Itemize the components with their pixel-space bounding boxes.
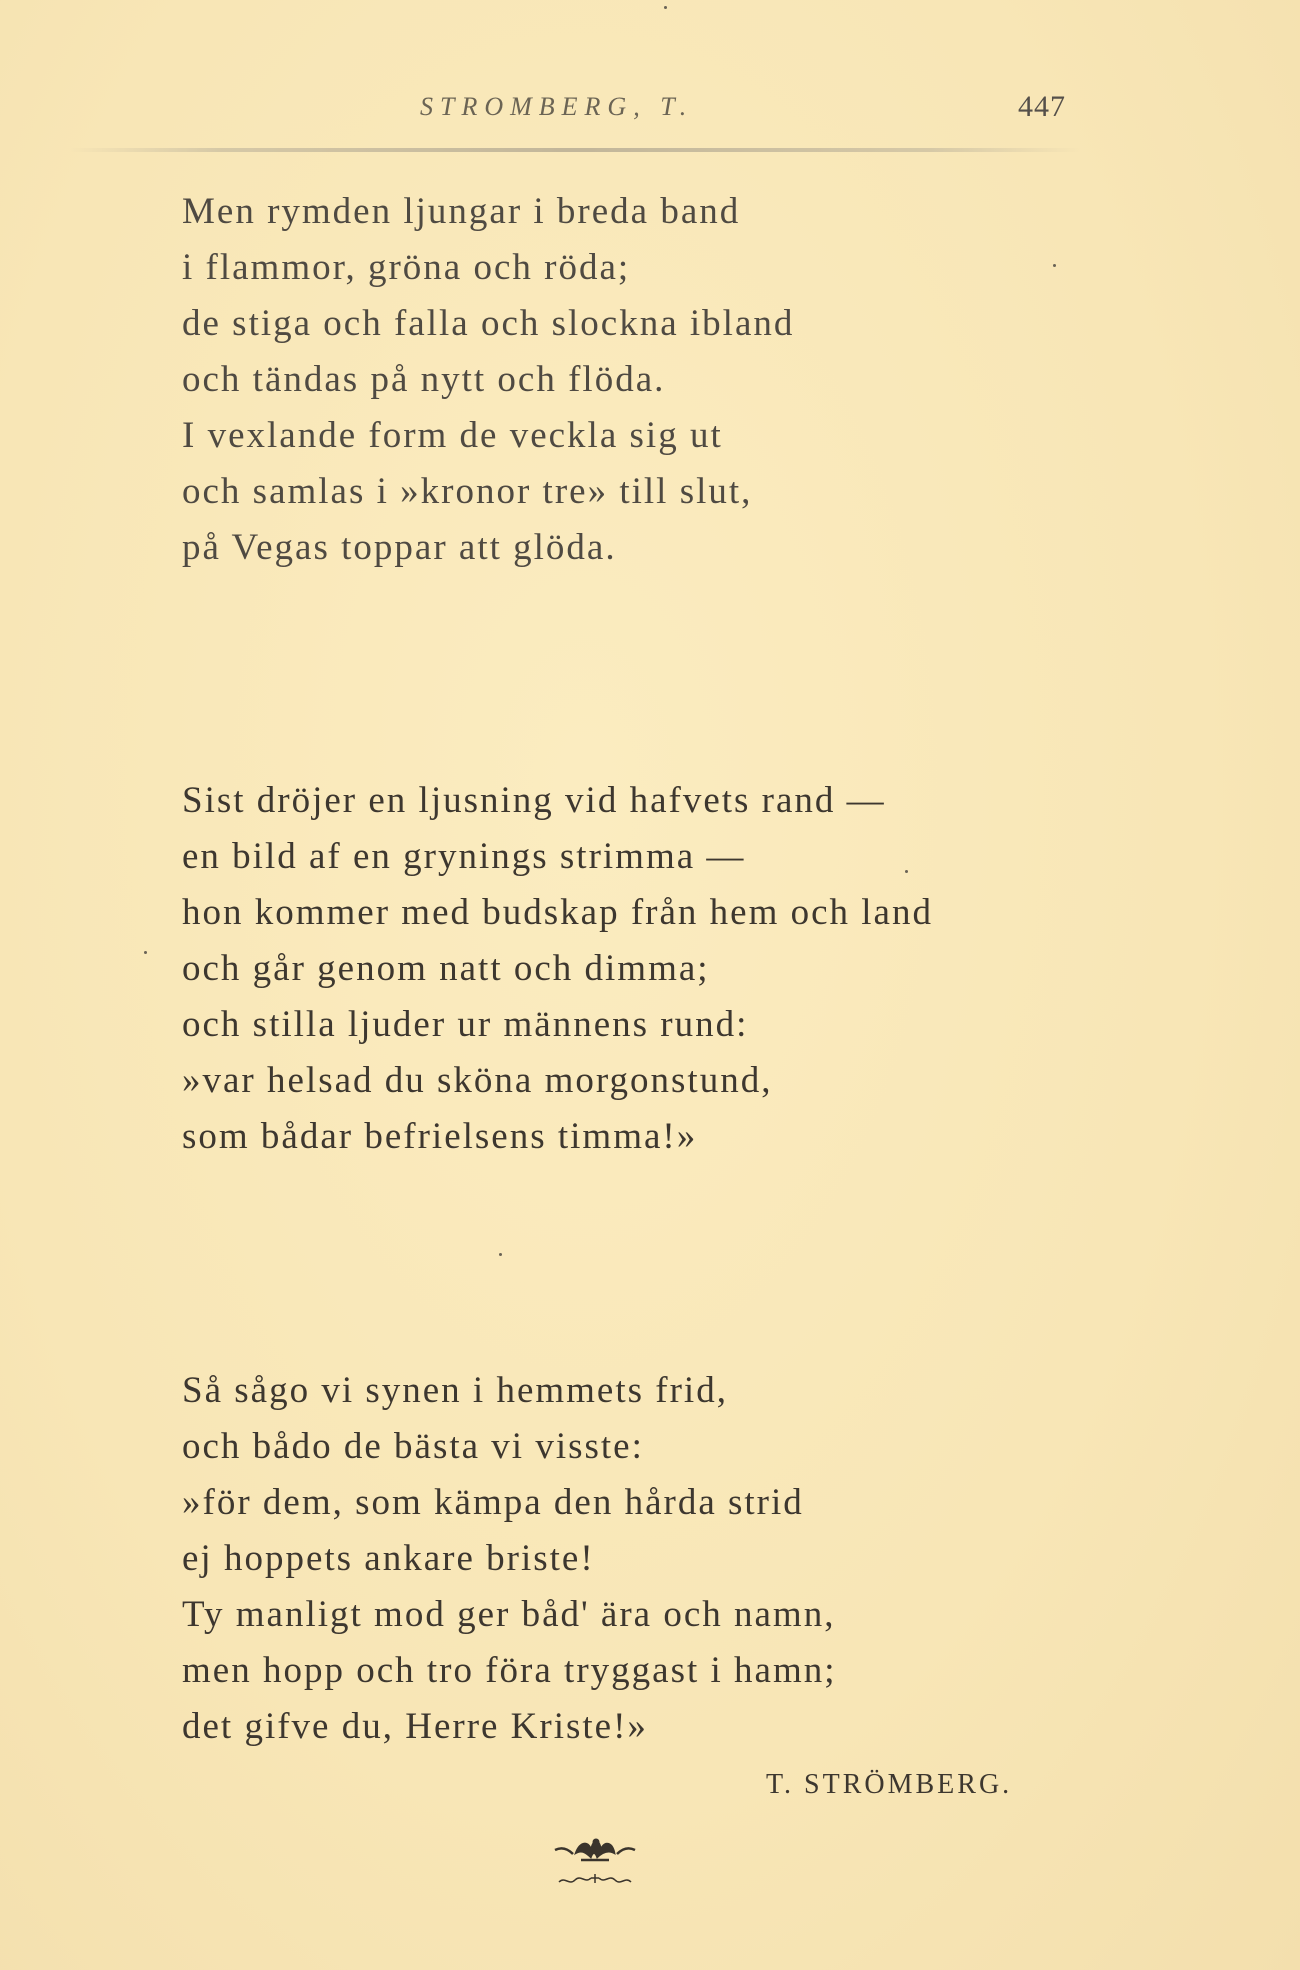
poem-line: på Vegas toppar att glöda. — [182, 527, 617, 568]
page-speck — [905, 870, 908, 873]
poem-line: Men rymden ljungar i breda band — [182, 191, 741, 232]
page-speck — [1053, 264, 1056, 267]
poem-line: och går genom natt och dimma; — [182, 948, 710, 989]
poem-line: Så sågo vi synen i hemmets frid, — [182, 1370, 728, 1411]
poem-line: hon kommer med budskap från hem och land — [182, 892, 933, 933]
poem-line: de stiga och falla och slockna ibland — [182, 303, 795, 344]
header-rule — [70, 148, 1080, 152]
stanza-2 — [182, 773, 933, 1165]
stanza-3 — [182, 1363, 837, 1755]
stanza-1 — [182, 184, 794, 576]
poem-line: I vexlande form de veckla sig ut — [182, 415, 723, 456]
page-speck — [499, 1253, 502, 1256]
poem-line: och tändas på nytt och flöda. — [182, 359, 666, 400]
poem-line: Sist dröjer en ljusning vid hafvets rand — — [182, 780, 886, 821]
poem-line: som bådar befrielsens timma!» — [182, 1116, 698, 1157]
poem-line: men hopp och tro föra tryggast i hamn; — [182, 1650, 837, 1691]
poem-line: och samlas i »kronor tre» till slut, — [182, 471, 753, 512]
poem-line: »för dem, som kämpa den hårda strid — [182, 1482, 804, 1523]
poem-line: en bild af en grynings strimma — — [182, 836, 746, 877]
page-speck — [144, 951, 147, 954]
page-speck — [664, 6, 667, 9]
floral-tailpiece-icon — [535, 1820, 655, 1890]
poem-line: och stilla ljuder ur männens rund: — [182, 1004, 749, 1045]
page-number: 447 — [1018, 90, 1066, 123]
poem-line: i flammor, gröna och röda; — [182, 247, 631, 288]
running-head: STROMBERG, T. — [420, 92, 694, 121]
poem-line: ej hoppets ankare briste! — [182, 1538, 595, 1579]
author-signature: T. STRÖMBERG. — [766, 1769, 1013, 1800]
poem-line: och bådo de bästa vi visste: — [182, 1426, 644, 1467]
poem-line: Ty manligt mod ger båd' ära och namn, — [182, 1594, 836, 1635]
poem-line: det gifve du, Herre Kriste!» — [182, 1706, 648, 1747]
poem-line: »var helsad du sköna morgonstund, — [182, 1060, 773, 1101]
